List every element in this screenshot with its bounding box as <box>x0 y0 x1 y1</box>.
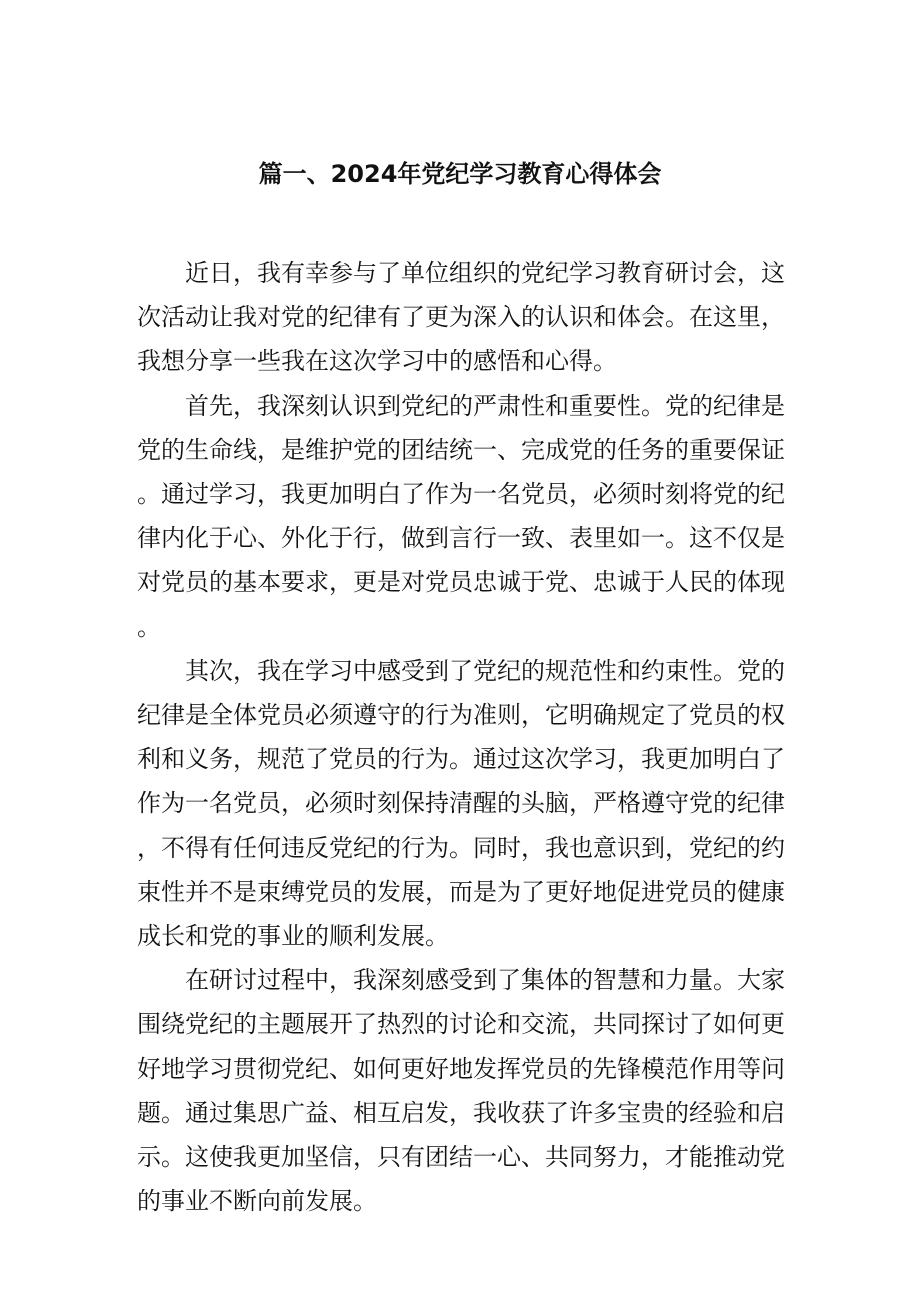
paragraph-1: 近日，我有幸参与了单位组织的党纪学习教育研讨会，这次活动让我对党的纪律有了更为深入的认识和体会。在这里，我想分享一些我在这次学习中的感悟和心得。 <box>137 259 785 376</box>
paragraph-3: 其次，我在学习中感受到了党纪的规范性和约束性。党的纪律是全体党员必须遵守的行为准则，它明确规定了党员的权利和义务，规范了党员的行为。通过这次学习，我更加明白了作为一名党员，必须时刻保持清醒的头脑，严格遵守党的纪律，不得有任何违反党纪的行为。同时，我也意识到，党纪的约束性并不是束缚党员的发展，而是为了更好地促进党员的健康成长和党的事业的顺利发展。 <box>137 656 785 951</box>
document-title: 篇一、2024年党纪学习教育心得体会 <box>258 160 662 188</box>
document-body <box>137 251 785 1223</box>
paragraph-2: 首先，我深刻认识到党纪的严肃性和重要性。党的纪律是党的生命线，是维护党的团结统一、完成党的任务的重要保证。通过学习，我更加明白了作为一名党员，必须时刻将党的纪律内化于心、外化于行，做到言行一致、表里如一。这不仅是对党员的基本要求，更是对党员忠诚于党、忠诚于人民的体现。 <box>137 391 785 641</box>
paragraph-4: 在研讨过程中，我深刻感受到了集体的智慧和力量。大家围绕党纪的主题展开了热烈的讨论和交流，共同探讨了如何更好地学习贯彻党纪、如何更好地发挥党员的先锋模范作用等问题。通过集思广益、相互启发，我收获了许多宝贵的经验和启示。这使我更加坚信，只有团结一心、共同努力，才能推动党的事业不断向前发展。 <box>137 966 785 1216</box>
